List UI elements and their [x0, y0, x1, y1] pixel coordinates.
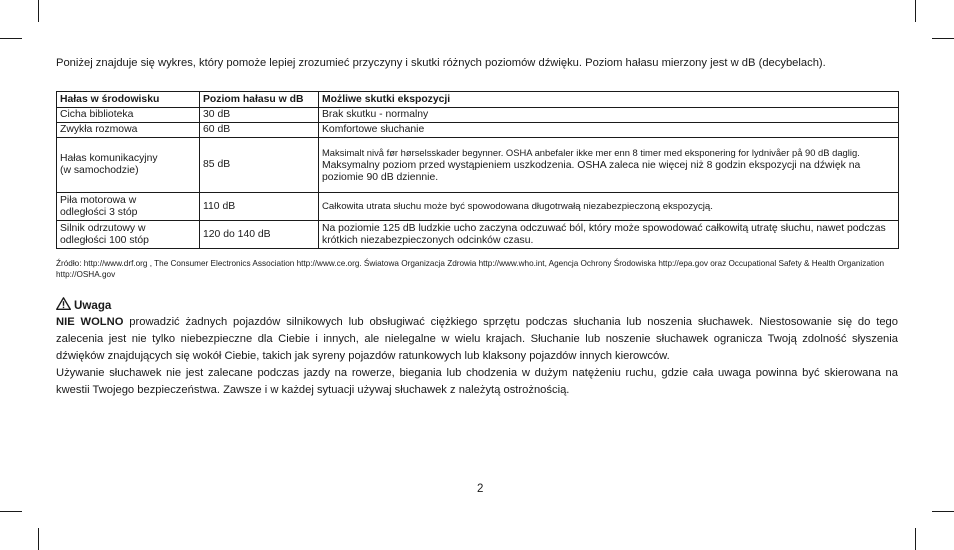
- warning-text: prowadzić żadnych pojazdów silnikowych lub obsługiwać ciężkiego sprzętu podczas słuchania lub noszenia słuchawek. Niestosowanie się do tego zalecenia jest nie tylko niebezpieczne dla Ciebie i innych, ale nielegalne w wielu krajach. Słuchanie lub noszenie słuchawek ogranicza Twoją zdolność słyszenia dźwięków znajdujących się wokół Ciebie, takich jak syreny pojazdów ratunkowych lub klaksony pojazdów innych kierowców.: [56, 316, 898, 362]
- warning-heading: [56, 297, 111, 315]
- table-row: [57, 221, 899, 249]
- cell-environment: [57, 138, 200, 193]
- crop-mark: [915, 528, 916, 550]
- crop-mark: [38, 528, 39, 550]
- cell-level: 120 do 140 dB: [200, 221, 319, 249]
- cell-line: odległości 3 stóp: [60, 206, 138, 218]
- warning-paragraph: Używanie słuchawek nie jest zalecane podczas jazdy na rowerze, biegania lub chodzenia w dużym natężeniu ruchu, gdzie cała uwaga powinna być skierowana na kwestii Twojego bezpieczeństwa. Zawsze i w każdej sytuacji używaj słuchawek z należytą ostrożnością.: [56, 367, 898, 396]
- table-row: [57, 138, 899, 193]
- cell-level: 30 dB: [200, 108, 319, 123]
- crop-mark: [0, 511, 22, 512]
- cell-effects: Komfortowe słuchanie: [319, 123, 899, 138]
- noise-level-table: [56, 91, 899, 249]
- crop-mark: [38, 0, 39, 22]
- warning-title: Uwaga: [74, 299, 112, 312]
- cell-environment: [57, 193, 200, 221]
- table-row: [57, 123, 899, 138]
- intro-text: Poniżej znajduje się wykres, który pomoże lepiej zrozumieć przyczyny i skutki różnych poziomów dźwięku. Poziom hałasu mierzony jest w dB (decybelach).: [56, 57, 826, 69]
- cell-environment: [57, 221, 200, 249]
- warning-paragraph: [56, 314, 898, 365]
- cell-line: Maksymalny poziom przed wystąpieniem uszkodzenia. OSHA zaleca nie więcej niż 8 godzin ekspozycji na dźwięk na poziomie 90 dB dziennie.: [322, 159, 861, 183]
- cell-effects: [319, 138, 899, 193]
- crop-mark: [932, 38, 954, 39]
- crop-mark: [0, 38, 22, 39]
- page-number: 2: [477, 483, 484, 495]
- table-row: [57, 193, 899, 221]
- cell-environment: Cicha biblioteka: [57, 108, 200, 123]
- cell-line: (w samochodzie): [60, 165, 139, 176]
- column-header-environment: Hałas w środowisku: [57, 92, 200, 108]
- cell-effects: Brak skutku - normalny: [319, 108, 899, 123]
- cell-line: Silnik odrzutowy w: [60, 222, 146, 234]
- cell-level: 110 dB: [200, 193, 319, 221]
- cell-level: 85 dB: [200, 138, 319, 193]
- table-header-row: [57, 92, 899, 108]
- table-row: [57, 108, 899, 123]
- column-header-level: Poziom hałasu w dB: [200, 92, 319, 108]
- cell-line: Piła motorowa w: [60, 194, 137, 206]
- cell-line: odległości 100 stóp: [60, 234, 149, 246]
- warning-lead: NIE WOLNO: [56, 316, 124, 328]
- cell-line: Hałas komunikacyjny: [60, 153, 158, 164]
- source-note: Źródło: http://www.drf.org , The Consumer Electronics Association http://www.ce.org. Światowa Organizacja Zdrowia http://www.who.int, Agencja Ochrony Środowiska http://epa.gov oraz Occupational Safety & Health Organization http://OSHA.gov: [56, 259, 885, 279]
- crop-mark: [932, 511, 954, 512]
- crop-mark: [915, 0, 916, 22]
- cell-effects: Na poziomie 125 dB ludzkie ucho zaczyna odczuwać ból, który może spowodować całkowitą utratę słuchu, nawet podczas krótkich niezabezpieczonych odcinków czasu.: [319, 221, 899, 249]
- cell-environment: Zwykła rozmowa: [57, 123, 200, 138]
- warning-body: [56, 314, 898, 399]
- cell-effects: Całkowita utrata słuchu może być spowodowana długotrwałą niezabezpieczoną ekspozycją.: [319, 193, 899, 221]
- cell-level: 60 dB: [200, 123, 319, 138]
- cell-line: Maksimalt nivå før hørselsskader begynner. OSHA anbefaler ikke mer enn 8 timer med eksponering for lydnivåer på 90 dB daglig.: [322, 146, 860, 158]
- column-header-effects: Możliwe skutki ekspozycji: [319, 92, 899, 108]
- warning-triangle-icon: [56, 297, 71, 315]
